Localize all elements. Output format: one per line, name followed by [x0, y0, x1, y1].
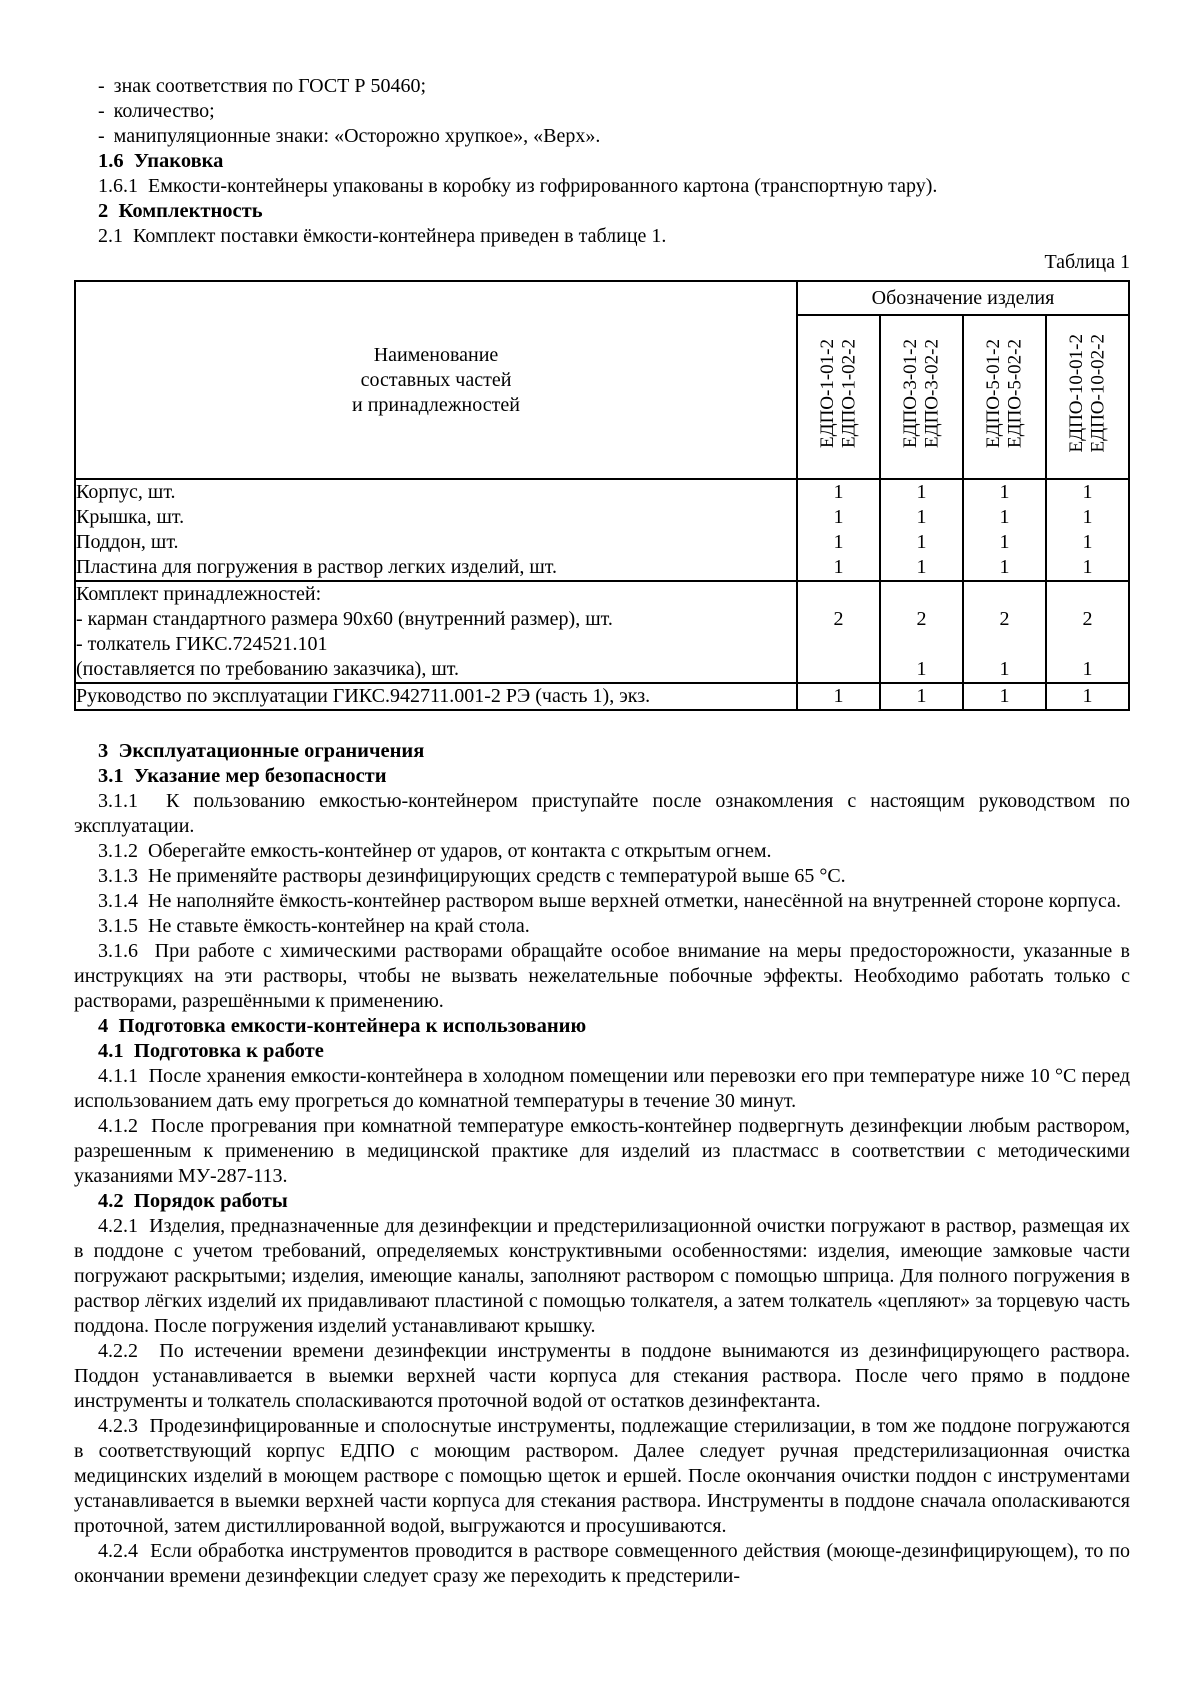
quantity: 1	[916, 685, 927, 707]
name-column-header	[75, 281, 797, 479]
section-heading-2: 2 Комплектность	[98, 200, 263, 222]
quantity: 1	[1082, 481, 1093, 503]
quantity-cell	[797, 581, 880, 683]
quantity: 1	[999, 506, 1010, 528]
product-code-cell	[797, 315, 880, 479]
quantity-cell	[880, 683, 963, 710]
product-code: ЕДПО-5-02-2	[1004, 339, 1026, 448]
quantity	[881, 582, 962, 607]
quantity: 2	[1082, 608, 1093, 630]
table-caption: Таблица 1	[1044, 251, 1130, 273]
para-4-2-2: 4.2.2 По истечении времени дезинфекции инструменты в поддоне вынимаются из дезинфицирующего раствора. Поддон устанавливается в выемки верхней части корпуса для стекания раствора. После чего прямо в поддоне инструменты и толкатель споласкиваются проточной водой от остатков дезинфектанта.	[74, 1340, 1130, 1412]
quantity: 1	[999, 481, 1010, 503]
part-name-cell	[75, 683, 797, 710]
designation-header: Обозначение изделия	[797, 281, 1129, 315]
quantity: 2	[833, 608, 844, 630]
product-code-label	[1066, 334, 1109, 453]
product-code: ЕДПО-1-02-2	[838, 339, 860, 448]
para-3-1-3: 3.1.3 Не применяйте растворы дезинфицирующих средств с температурой выше 65 °С.	[98, 865, 846, 887]
quantity-cell	[797, 683, 880, 710]
product-code-cell	[1046, 315, 1129, 479]
list-item-text: количество;	[113, 100, 215, 122]
para-3-1-6: 3.1.6 При работе с химическими растворами обращайте особое внимание на меры предосторожности, указанные в инструкциях на эти растворы, чтобы не вызвать нежелательные побочные эффекты. Необходимо работать только с растворами, разрешёнными к применению.	[74, 940, 1130, 1012]
product-code-cell	[880, 315, 963, 479]
product-code: ЕДПО-1-01-2	[817, 339, 839, 448]
quantity: 1	[999, 658, 1010, 680]
quantity	[881, 632, 962, 657]
quantity: 1	[916, 531, 927, 553]
quantity: 1	[1082, 556, 1093, 578]
para-3-1-1: 3.1.1 К пользованию емкостью-контейнером приступайте после ознакомления с настоящим руководством по эксплуатации.	[74, 790, 1130, 837]
para-2-1: 2.1 Комплект поставки ёмкости-контейнера приведен в таблице 1.	[98, 225, 667, 247]
part-name: Поддон, шт.	[76, 531, 179, 553]
quantity: 1	[833, 685, 844, 707]
quantity: 1	[833, 481, 844, 503]
components-table	[74, 280, 1130, 711]
para-4-1-2: 4.1.2 После прогревания при комнатной температуре емкость-контейнер подвергнуть дезинфекции любым раствором, разрешенным к применению в медицинской практике для изделий из пластмасс в соответствии с методическими указаниями МУ-287-113.	[74, 1115, 1130, 1187]
quantity: 1	[999, 685, 1010, 707]
quantity-cell	[880, 479, 963, 581]
part-name: - толкатель ГИКС.724521.101	[76, 633, 328, 655]
quantity: 1	[916, 506, 927, 528]
table-row-group-3	[75, 683, 1129, 710]
list-item	[74, 124, 1130, 149]
quantity-cell	[1046, 479, 1129, 581]
quantity: 1	[1082, 658, 1093, 680]
name-header-line: и принадлежностей	[352, 393, 520, 416]
quantity: 1	[916, 658, 927, 680]
table-row-group-2	[75, 581, 1129, 683]
part-name: (поставляется по требованию заказчика), шт.	[76, 658, 459, 680]
quantity: 1	[999, 531, 1010, 553]
part-name: - карман стандартного размера 90х60 (внутренний размер), шт.	[76, 608, 613, 630]
para-3-1-4: 3.1.4 Не наполняйте ёмкость-контейнер раствором выше верхней отметки, нанесённой на внутренней стороне корпуса.	[98, 890, 1122, 912]
quantity	[798, 582, 879, 607]
para-4-2-3: 4.2.3 Продезинфицированные и сполоснутые инструменты, подлежащие стерилизации, в том же поддоне погружаются в соответствующий корпус ЕДПО с моющим раствором. Далее следует ручная предстерилизационная очистка медицинских изделий в моющем растворе с помощью щеток и ершей. После окончания очистки поддон с инструментами устанавливается в выемки верхней части корпуса для стекания раствора. Инструменты в поддоне сначала ополаскиваются проточной, затем дистиллированной водой, выгружаются и просушиваются.	[74, 1415, 1130, 1537]
section-heading-4-2: 4.2 Порядок работы	[98, 1190, 288, 1212]
dash-marker: -	[98, 100, 105, 122]
quantity	[1047, 632, 1128, 657]
para-4-1-1: 4.1.1 После хранения емкости-контейнера в холодном помещении или перевозки его при температуре ниже 10 °С перед использованием дать ему прогреться до комнатной температуры в течение 30 минут.	[74, 1065, 1130, 1112]
quantity: 1	[1082, 685, 1093, 707]
product-code: ЕДПО-10-01-2	[1066, 334, 1088, 453]
quantity: 1	[833, 531, 844, 553]
product-code-label	[900, 339, 943, 448]
part-name-cell	[75, 581, 797, 683]
quantity: 1	[833, 556, 844, 578]
part-name-cell	[75, 479, 797, 581]
part-name: Пластина для погружения в раствор легких изделий, шт.	[76, 556, 558, 578]
quantity: 2	[999, 608, 1010, 630]
quantity: 1	[916, 481, 927, 503]
quantity-cell	[797, 479, 880, 581]
list-item-text: манипуляционные знаки: «Осторожно хрупкое», «Верх».	[113, 125, 601, 147]
product-code: ЕДПО-10-02-2	[1087, 334, 1109, 453]
product-code: ЕДПО-5-01-2	[983, 339, 1005, 448]
product-code-cell	[963, 315, 1046, 479]
section-heading-3-1: 3.1 Указание мер безопасности	[98, 765, 387, 787]
product-code-label	[983, 339, 1026, 448]
name-header-line: составных частей	[360, 368, 512, 391]
quantity: 1	[1082, 531, 1093, 553]
list-item	[74, 99, 1130, 124]
table-row-group-1	[75, 479, 1129, 581]
quantity-cell	[963, 683, 1046, 710]
list-item-text: знак соответствия по ГОСТ Р 50460;	[113, 75, 427, 97]
quantity	[964, 582, 1045, 607]
quantity: 1	[999, 556, 1010, 578]
para-3-1-5: 3.1.5 Не ставьте ёмкость-контейнер на край стола.	[98, 915, 530, 937]
dash-marker: -	[98, 75, 105, 97]
table-header-row	[75, 281, 1129, 315]
part-name: Крышка, шт.	[76, 506, 185, 528]
quantity: 1	[1082, 506, 1093, 528]
product-code-label	[817, 339, 860, 448]
para-3-1-2: 3.1.2 Оберегайте емкость-контейнер от ударов, от контакта с открытым огнем.	[98, 840, 772, 862]
section-heading-3: 3 Эксплуатационные ограничения	[98, 740, 425, 762]
quantity: 2	[916, 608, 927, 630]
para-1-6-1: 1.6.1 Емкости-контейнеры упакованы в коробку из гофрированного картона (транспортную тару).	[98, 175, 938, 197]
para-4-2-4: 4.2.4 Если обработка инструментов проводится в растворе совмещенного действия (моюще-дезинфицирующем), то по окончании времени дезинфекции следует сразу же переходить к предстерили-	[74, 1540, 1130, 1587]
name-header-line: Наименование	[373, 343, 499, 366]
part-name: Комплект принадлежностей:	[76, 583, 322, 605]
section-heading-1-6: 1.6 Упаковка	[98, 150, 224, 172]
dash-marker: -	[98, 125, 105, 147]
para-4-2-1: 4.2.1 Изделия, предназначенные для дезинфекции и предстерилизационной очистки погружают в раствор, размещая их в поддоне с учетом требований, определяемых конструктивными особенностями: изделия, имеющие замковые части погружают раскрытыми; изделия, имеющие каналы, заполняют раствором с помощью шприца. Для полного погружения в раствор лёгких изделий их придавливают пластиной с помощью толкателя, а затем толкатель «цепляют» за торцевую часть поддона. После погружения изделий устанавливают крышку.	[74, 1215, 1130, 1337]
section-heading-4: 4 Подготовка емкости-контейнера к использованию	[98, 1015, 587, 1037]
quantity-cell	[963, 581, 1046, 683]
quantity	[964, 632, 1045, 657]
quantity	[798, 657, 879, 682]
part-name: Корпус, шт.	[76, 481, 176, 503]
quantity	[1047, 582, 1128, 607]
part-name: Руководство по эксплуатации ГИКС.942711.001-2 РЭ (часть 1), экз.	[76, 685, 651, 707]
quantity-cell	[1046, 581, 1129, 683]
quantity-cell	[963, 479, 1046, 581]
product-code: ЕДПО-3-01-2	[900, 339, 922, 448]
quantity: 1	[833, 506, 844, 528]
product-code: ЕДПО-3-02-2	[921, 339, 943, 448]
quantity-cell	[880, 581, 963, 683]
quantity	[798, 632, 879, 657]
list-item	[74, 74, 1130, 99]
quantity-cell	[1046, 683, 1129, 710]
quantity: 1	[916, 556, 927, 578]
section-heading-4-1: 4.1 Подготовка к работе	[98, 1040, 324, 1062]
